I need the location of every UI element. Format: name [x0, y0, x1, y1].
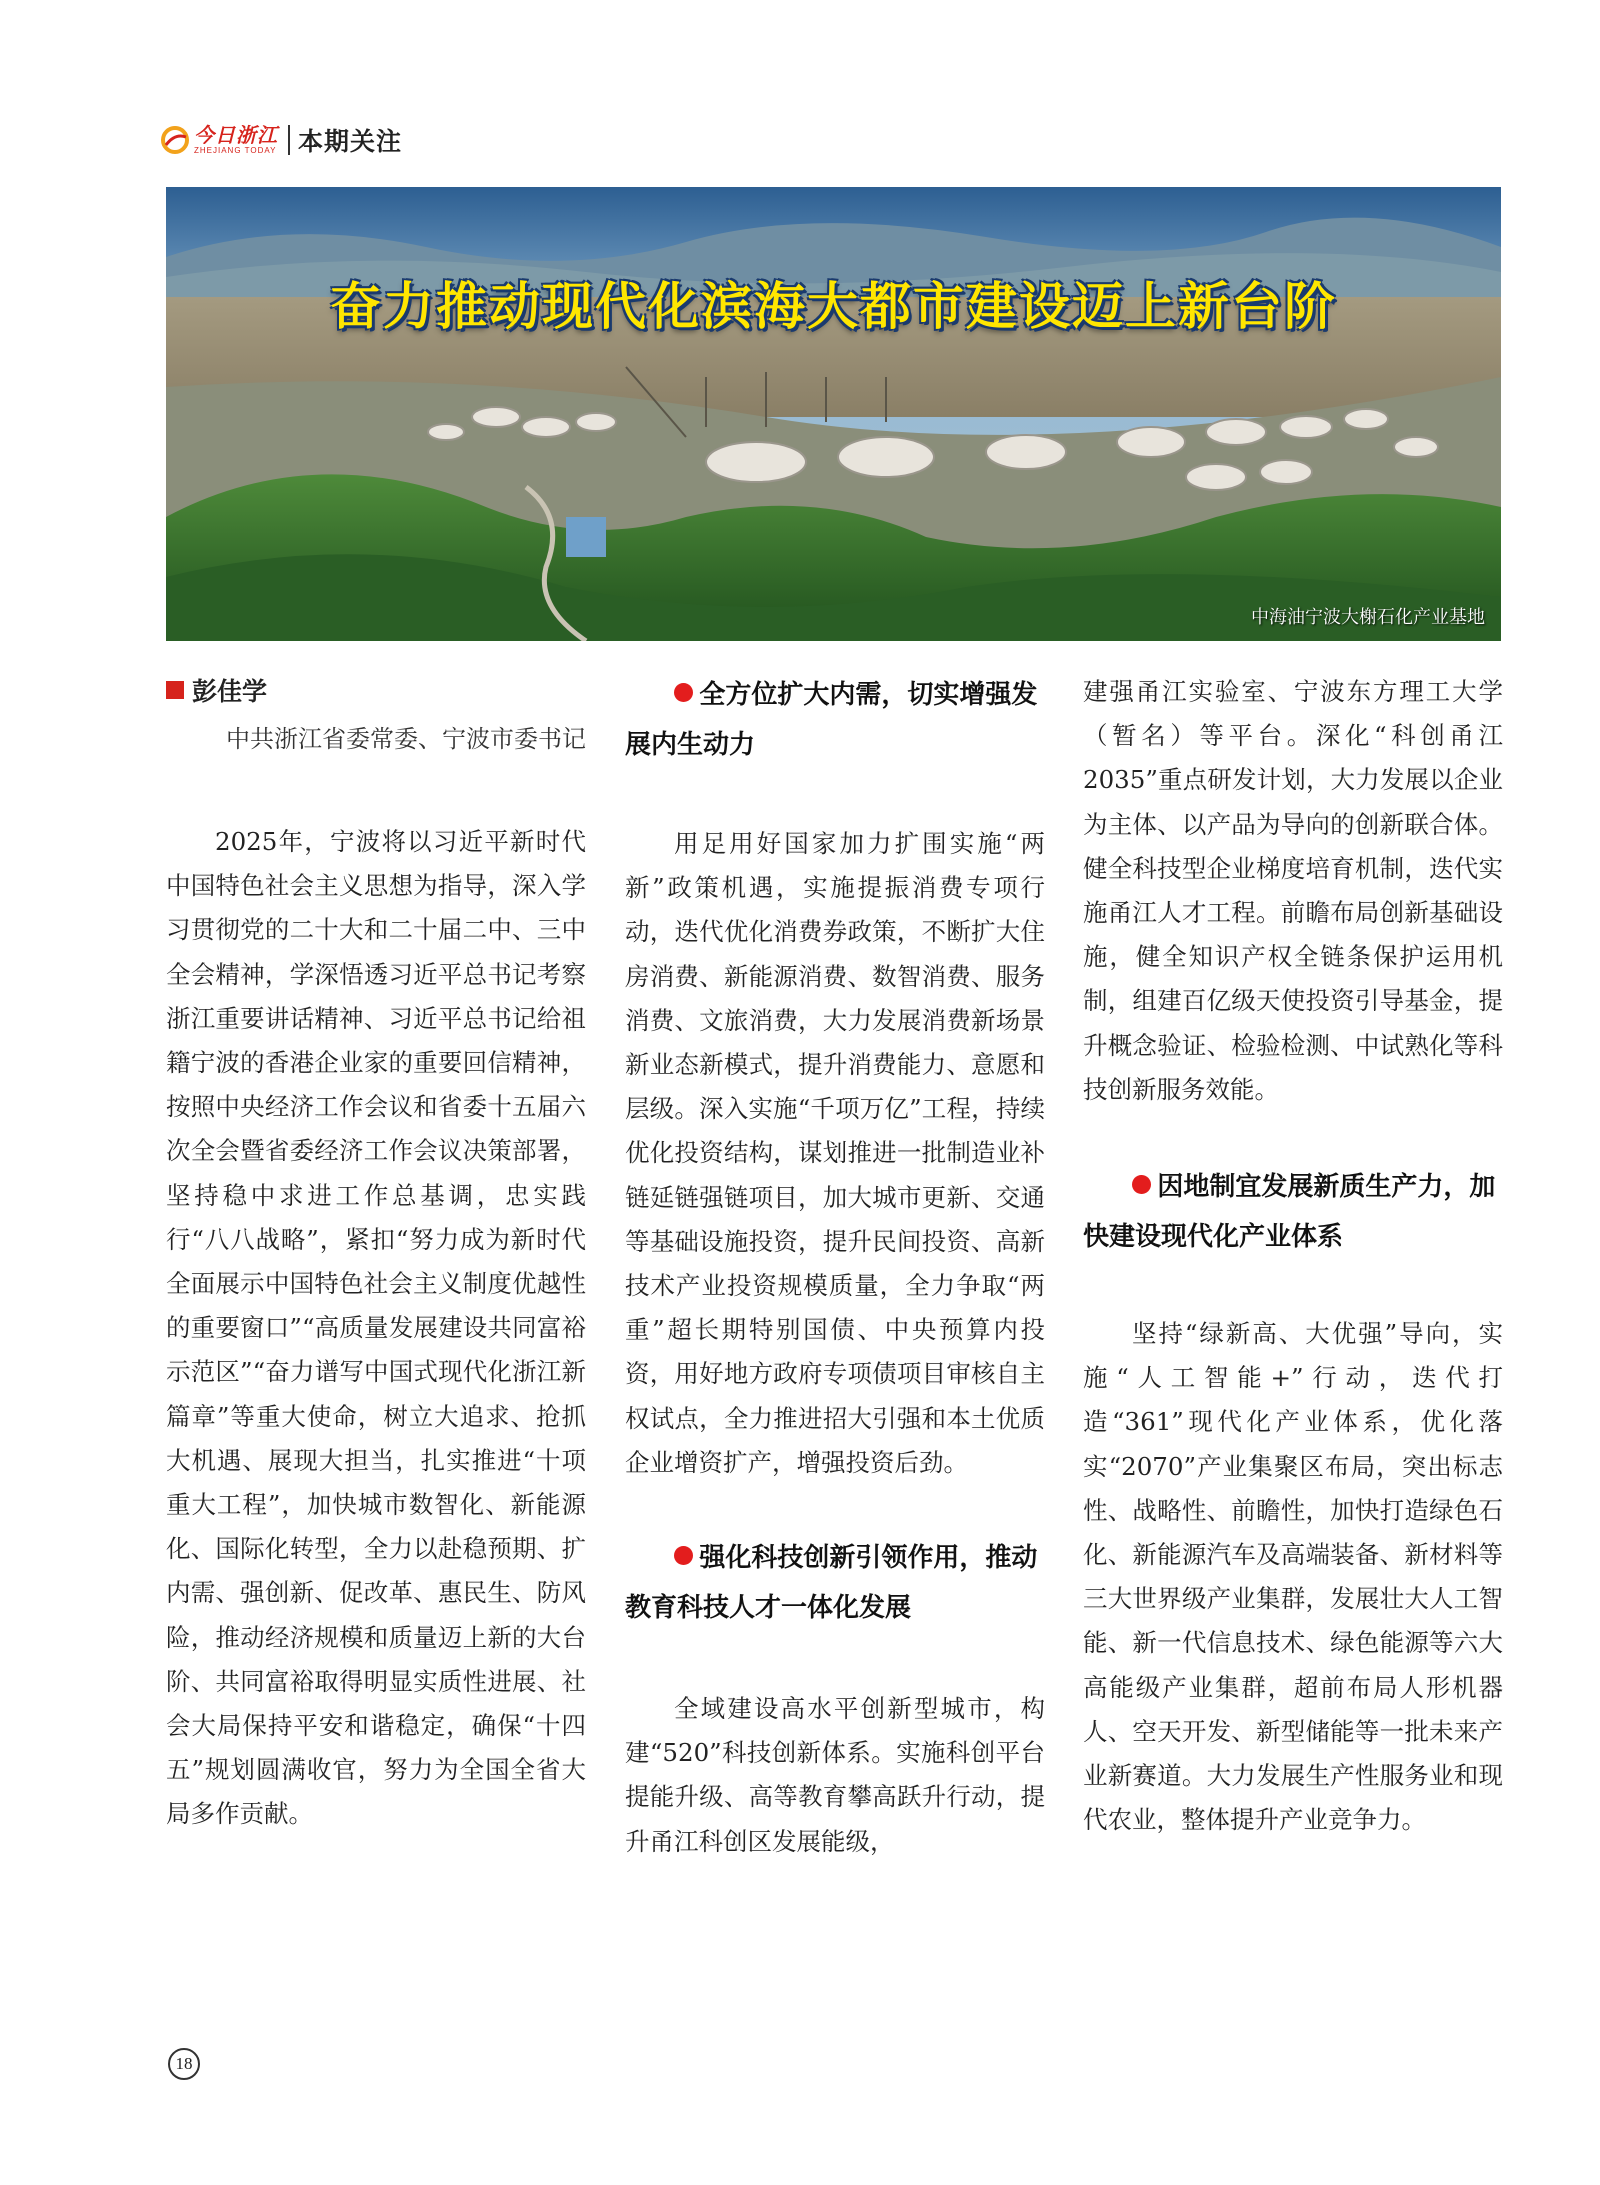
header-divider — [288, 125, 290, 155]
logo-english-text: ZHEJIANG TODAY — [194, 146, 277, 155]
section-label: 本期关注 — [298, 127, 403, 156]
section-heading-text: 强化科技创新引领作用，推动教育科技人才一体化发展 — [625, 1543, 1038, 1624]
column-2 — [625, 670, 1045, 1864]
logo-chinese-text: 今日浙江 — [194, 123, 278, 147]
hero-photo-illustration — [166, 187, 1501, 641]
sun-logo-icon — [160, 125, 190, 155]
paragraph-industry: 坚持“绿新高、大优强”导向，实施“人工智能+”行动，迭代打造“361”现代化产业体系，优化落实“2070”产业集聚区布局，突出标志性、战略性、前瞻性，加快打造绿色石化、新能源汽车及高端装备、新材料等三大世界级产业集群，发展壮大人工智能、新一代信息技术、绿色能源等六大高能级产业集群，超前布局人形机器人、空天开发、新型储能等一批未来产业新赛道。大力发展生产性服务业和现代农业，整体提升产业竞争力。 — [1083, 1319, 1503, 1835]
section-heading-text: 因地制宜发展新质生产力，加快建设现代化产业体系 — [1083, 1172, 1496, 1253]
author-name: 彭佳学 — [192, 677, 268, 706]
hero-image — [166, 187, 1501, 641]
paragraph-innovation: 全域建设高水平创新型城市，构建“520”科技创新体系。实施科创平台提能升级、高等教育攀高跃升行动，提升甬江科创区发展能级， — [625, 1694, 1045, 1856]
column-1 — [166, 670, 586, 1837]
hero-caption: 中海油宁波大榭石化产业基地 — [1251, 607, 1485, 628]
paragraph-innovation-continued: 建强甬江实验室、宁波东方理工大学（暂名）等平台。深化“科创甬江2035”重点研发计划，大力发展以企业为主体、以产品为导向的创新联合体。健全科技型企业梯度培育机制，迭代实施甬江人才工程。前瞻布局创新基础设施，健全知识产权全链条保护运用机制，组建百亿级天使投资引导基金，提升概念验证、检验检测、中试熟化等科技创新服务效能。 — [1083, 677, 1503, 1104]
red-bullet-icon — [1132, 1175, 1151, 1194]
author-line — [166, 670, 586, 710]
section-heading-domestic-demand — [625, 670, 1045, 770]
hero-title: 奋力推动现代化滨海大都市建设迈上新台阶 — [329, 278, 1337, 337]
author-title: 中共浙江省委常委、宁波市委书记 — [226, 725, 586, 753]
intro-paragraph: 2025年，宁波将以习近平新时代中国特色社会主义思想为指导，深入学习贯彻党的二十大和二十届二中、三中全会精神，学深悟透习近平总书记考察浙江重要讲话精神、习近平总书记给祖籍宁波的香港企业家的重要回信精神，按照中央经济工作会议和省委十五届六次全会暨省委经济工作会议决策部署，坚持稳中求进工作总基调，忠实践行“八八战略”，紧扣“努力成为新时代全面展示中国特色社会主义制度优越性的重要窗口”“高质量发展建设共同富裕示范区”“奋力谱写中国式现代化浙江新篇章”等重大使命，树立大追求、抢抓大机遇、展现大担当，扎实推进“十项重大工程”，加快城市数智化、新能源化、国际化转型，全力以赴稳预期、扩内需、强创新、促改革、惠民生、防风险，推动经济规模和质量迈上新的大台阶、共同富裕取得明显实质性进展、社会大局保持平安和谐稳定，确保“十四五”规划圆满收官，努力为全国全省大局多作贡献。 — [166, 827, 586, 1829]
author-square-icon — [166, 681, 184, 699]
red-bullet-icon — [674, 1546, 693, 1565]
red-bullet-icon — [674, 683, 693, 702]
column-3 — [1083, 670, 1503, 1842]
section-heading-innovation — [625, 1533, 1045, 1633]
magazine-logo — [160, 124, 278, 156]
paragraph-domestic-demand: 用足用好国家加力扩围实施“两新”政策机遇，实施提振消费专项行动，迭代优化消费券政策，不断扩大住房消费、新能源消费、数智消费、服务消费、文旅消费，大力发展消费新场景新业态新模式，提升消费能力、意愿和层级。深入实施“千项万亿”工程，持续优化投资结构，谋划推进一批制造业补链延链强链项目，加大城市更新、交通等基础设施投资，提升民间投资、高新技术产业投资规模质量，全力争取“两重”超长期特别国债、中央预算内投资，用好地方政府专项债项目审核自主权试点，全力推进招大引强和本土优质企业增资扩产，增强投资后劲。 — [625, 829, 1045, 1477]
page-number: 18 — [168, 2048, 200, 2080]
section-heading-industry — [1083, 1162, 1503, 1262]
section-heading-text: 全方位扩大内需，切实增强发展内生动力 — [625, 680, 1038, 760]
page-header — [160, 118, 402, 162]
